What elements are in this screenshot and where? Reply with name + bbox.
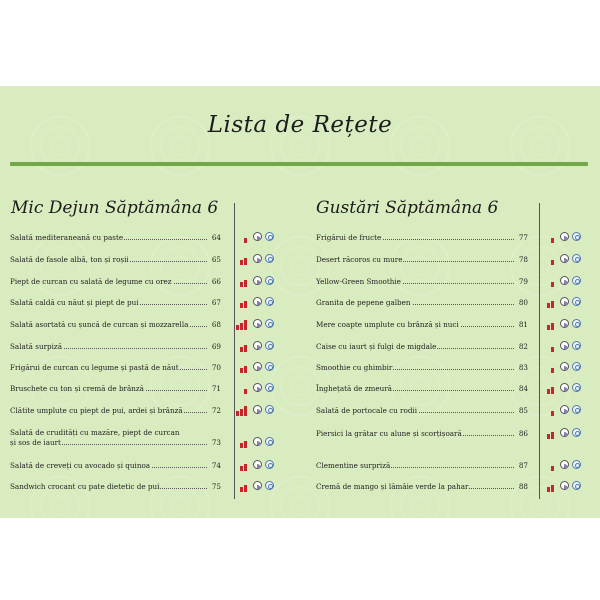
clock-icon: [253, 341, 262, 350]
page-number: 70: [211, 362, 221, 372]
recipe-name: Yellow-Green Smoothie: [316, 276, 401, 286]
plate-icon: [265, 405, 274, 414]
recipe-row[interactable]: [10, 358, 221, 372]
recipe-name: Clătite umplute cu piept de pui, ardei și brânză: [10, 405, 183, 415]
difficulty-bar: [244, 389, 247, 394]
recipe-name: Clementine surpriză: [316, 460, 391, 470]
title-divider: [10, 162, 588, 166]
plate-icon: [265, 362, 274, 371]
recipe-row[interactable]: [316, 456, 528, 470]
page-number: 86: [518, 428, 528, 438]
page-number: 73: [211, 437, 221, 447]
difficulty-bars: [236, 296, 250, 308]
difficulty-bars: [543, 382, 557, 394]
recipe-row[interactable]: [316, 379, 528, 393]
difficulty-bar: [244, 406, 247, 416]
difficulty-bars: [543, 231, 557, 243]
difficulty-bars: [236, 253, 250, 265]
plate-icon: [265, 254, 274, 263]
difficulty-bars: [236, 361, 250, 373]
difficulty-bars: [236, 436, 250, 448]
difficulty-bar: [240, 466, 243, 471]
clock-icon: [560, 232, 569, 241]
page-number: 64: [211, 232, 221, 242]
plate-icon: [265, 383, 274, 392]
recipe-name: Salată de crudități cu mazăre, piept de curcan: [10, 428, 180, 437]
difficulty-bar: [240, 443, 243, 448]
page-number: 67: [211, 297, 221, 307]
difficulty-bars: [543, 459, 557, 471]
recipe-row[interactable]: [316, 315, 528, 329]
difficulty-bar: [551, 323, 554, 331]
difficulty-bar: [547, 325, 550, 330]
difficulty-bar: [551, 347, 554, 352]
difficulty-bar: [240, 409, 243, 417]
clock-icon: [253, 319, 262, 328]
clock-icon: [560, 319, 569, 328]
recipe-name: Salată surpiză: [10, 341, 62, 351]
difficulty-bars: [543, 318, 557, 330]
difficulty-bar: [240, 368, 243, 373]
difficulty-bars: [543, 275, 557, 287]
plate-icon: [265, 481, 274, 490]
plate-icon: [265, 297, 274, 306]
recipe-row[interactable]: [10, 272, 221, 286]
difficulty-bars: [236, 404, 250, 416]
plate-icon: [572, 428, 581, 437]
recipe-name: Cremă de mango și lămâie verde la pahar: [316, 481, 469, 491]
recipe-name: Înghețată de zmeură: [316, 383, 392, 393]
clock-icon: [560, 276, 569, 285]
page-number: 84: [518, 383, 528, 393]
difficulty-bars: [236, 382, 250, 394]
clock-icon: [560, 362, 569, 371]
page-number: 87: [518, 460, 528, 470]
difficulty-bar: [547, 303, 550, 308]
page-number: 85: [518, 405, 528, 415]
difficulty-bar: [551, 301, 554, 309]
recipe-name: Piept de curcan cu salată de legume cu orez: [10, 276, 172, 286]
recipe-name: Bruschete cu ton și cremă de brânză: [10, 383, 144, 393]
plate-icon: [572, 254, 581, 263]
difficulty-bar: [244, 320, 247, 330]
clock-icon: [253, 481, 262, 490]
recipe-name: Salată de creveți cu avocado și quinoa: [10, 460, 151, 470]
plate-icon: [572, 341, 581, 350]
difficulty-bars: [543, 253, 557, 265]
recipe-row[interactable]: [316, 272, 528, 286]
difficulty-bar: [551, 260, 554, 265]
clock-icon: [560, 341, 569, 350]
clock-icon: [253, 362, 262, 371]
recipe-row[interactable]: [316, 401, 528, 415]
page-number: 65: [211, 254, 221, 264]
clock-icon: [253, 232, 262, 241]
clock-icon: [560, 460, 569, 469]
difficulty-bars: [543, 361, 557, 373]
difficulty-bars: [543, 340, 557, 352]
right-section-title: Gustări Săptămâna 6: [316, 198, 499, 218]
page-number: 66: [211, 276, 221, 286]
recipe-name: Salată mediteraneană cu paste: [10, 232, 124, 242]
plate-icon: [265, 341, 274, 350]
page-number: 79: [518, 276, 528, 286]
recipe-name: Salată asortată cu șuncă de curcan și mozzarella: [10, 319, 189, 329]
recipe-row[interactable]: [316, 477, 528, 491]
difficulty-bars: [236, 459, 250, 471]
page-number: 69: [211, 341, 221, 351]
recipe-name: Desert răcoros cu mure: [316, 254, 403, 264]
page-number: 74: [211, 460, 221, 470]
difficulty-bar: [240, 303, 243, 308]
page-number: 82: [518, 341, 528, 351]
recipe-row[interactable]: [10, 424, 221, 447]
difficulty-bars: [236, 340, 250, 352]
difficulty-bars: [236, 275, 250, 287]
difficulty-bar: [551, 387, 554, 395]
clock-icon: [560, 405, 569, 414]
plate-icon: [265, 276, 274, 285]
difficulty-bar: [244, 301, 247, 309]
recipe-row[interactable]: [10, 228, 221, 242]
recipe-name-continued: și sos de iaurt: [10, 437, 61, 447]
page-title: Lista de Rețete: [207, 112, 393, 138]
recipe-row[interactable]: [10, 337, 221, 351]
plate-icon: [265, 232, 274, 241]
clock-icon: [560, 254, 569, 263]
page-number: 68: [211, 319, 221, 329]
plate-icon: [572, 383, 581, 392]
difficulty-bar: [240, 282, 243, 287]
recipe-row[interactable]: [10, 250, 221, 264]
difficulty-bar: [244, 485, 247, 493]
clock-icon: [253, 437, 262, 446]
difficulty-bar: [551, 411, 554, 416]
recipe-name: Salată de fasole albă, ton și roșii: [10, 254, 129, 264]
plate-icon: [265, 437, 274, 446]
clock-icon: [253, 254, 262, 263]
right-column-divider: [539, 203, 540, 499]
clock-icon: [253, 460, 262, 469]
left-column-divider: [234, 203, 235, 499]
plate-icon: [572, 297, 581, 306]
difficulty-bar: [244, 366, 247, 374]
difficulty-bar: [551, 282, 554, 287]
page-number: 72: [211, 405, 221, 415]
recipe-name: Salată de portocale cu rodii: [316, 405, 418, 415]
page-number: 88: [518, 481, 528, 491]
difficulty-bar: [551, 485, 554, 493]
recipe-row[interactable]: [10, 456, 221, 470]
difficulty-bar: [244, 345, 247, 353]
recipe-name: Frigărui de fructe: [316, 232, 382, 242]
recipe-row[interactable]: [10, 401, 221, 415]
plate-icon: [572, 405, 581, 414]
recipe-row[interactable]: [10, 477, 221, 491]
recipe-row[interactable]: [10, 315, 221, 329]
recipe-name: Smoothie cu ghimbir: [316, 362, 393, 372]
recipe-name: Mere coapte umplute cu brânză și nuci: [316, 319, 459, 329]
recipe-name: Salată caldă cu năut și piept de pui: [10, 297, 139, 307]
difficulty-bar: [551, 432, 554, 440]
recipe-name: Caise cu iaurt și fulgi de migdale: [316, 341, 437, 351]
difficulty-bar: [551, 368, 554, 373]
difficulty-bar: [236, 411, 239, 416]
clock-icon: [253, 297, 262, 306]
difficulty-bar: [547, 389, 550, 394]
clock-icon: [560, 383, 569, 392]
clock-icon: [253, 276, 262, 285]
recipe-name: Frigărui de curcan cu legume și pastă de năut: [10, 362, 179, 372]
plate-icon: [572, 481, 581, 490]
difficulty-bars: [236, 231, 250, 243]
recipe-name: Piersici la grătar cu alune și scorțișoară: [316, 428, 462, 438]
difficulty-bar: [240, 487, 243, 492]
difficulty-bar: [244, 238, 247, 243]
recipe-row[interactable]: [316, 293, 528, 307]
difficulty-bar: [551, 238, 554, 243]
page-number: 80: [518, 297, 528, 307]
recipe-row[interactable]: [10, 293, 221, 307]
page-number: 78: [518, 254, 528, 264]
plate-icon: [572, 276, 581, 285]
recipe-name: Granita de pepene galben: [316, 297, 411, 307]
clock-icon: [560, 481, 569, 490]
clock-icon: [253, 405, 262, 414]
difficulty-bar: [547, 434, 550, 439]
page-number: 77: [518, 232, 528, 242]
plate-icon: [572, 362, 581, 371]
recipe-name: Sandwich crocant cu pate dietetic de pui: [10, 481, 160, 491]
difficulty-bar: [236, 325, 239, 330]
clock-icon: [253, 383, 262, 392]
plate-icon: [265, 460, 274, 469]
difficulty-bars: [543, 296, 557, 308]
plate-icon: [572, 319, 581, 328]
recipe-row[interactable]: [316, 358, 528, 372]
difficulty-bars: [543, 404, 557, 416]
difficulty-bar: [244, 258, 247, 266]
clock-icon: [560, 297, 569, 306]
difficulty-bar: [240, 347, 243, 352]
page-number: 83: [518, 362, 528, 372]
difficulty-bar: [244, 464, 247, 472]
difficulty-bar: [244, 280, 247, 288]
difficulty-bars: [236, 318, 250, 330]
recipe-row[interactable]: [316, 424, 528, 438]
difficulty-bar: [240, 323, 243, 331]
recipe-row[interactable]: [316, 337, 528, 351]
clock-icon: [560, 428, 569, 437]
difficulty-bars: [543, 480, 557, 492]
recipe-row[interactable]: [316, 228, 528, 242]
plate-icon: [265, 319, 274, 328]
plate-icon: [572, 232, 581, 241]
difficulty-bars: [236, 480, 250, 492]
page-number: 81: [518, 319, 528, 329]
left-section-title: Mic Dejun Săptămâna 6: [11, 198, 219, 218]
recipe-row[interactable]: [316, 250, 528, 264]
recipe-row[interactable]: [10, 379, 221, 393]
plate-icon: [572, 460, 581, 469]
difficulty-bar: [551, 466, 554, 471]
page-number: 75: [211, 481, 221, 491]
difficulty-bars: [543, 427, 557, 439]
difficulty-bar: [547, 487, 550, 492]
page-number: 71: [211, 383, 221, 393]
difficulty-bar: [244, 441, 247, 449]
difficulty-bar: [240, 260, 243, 265]
